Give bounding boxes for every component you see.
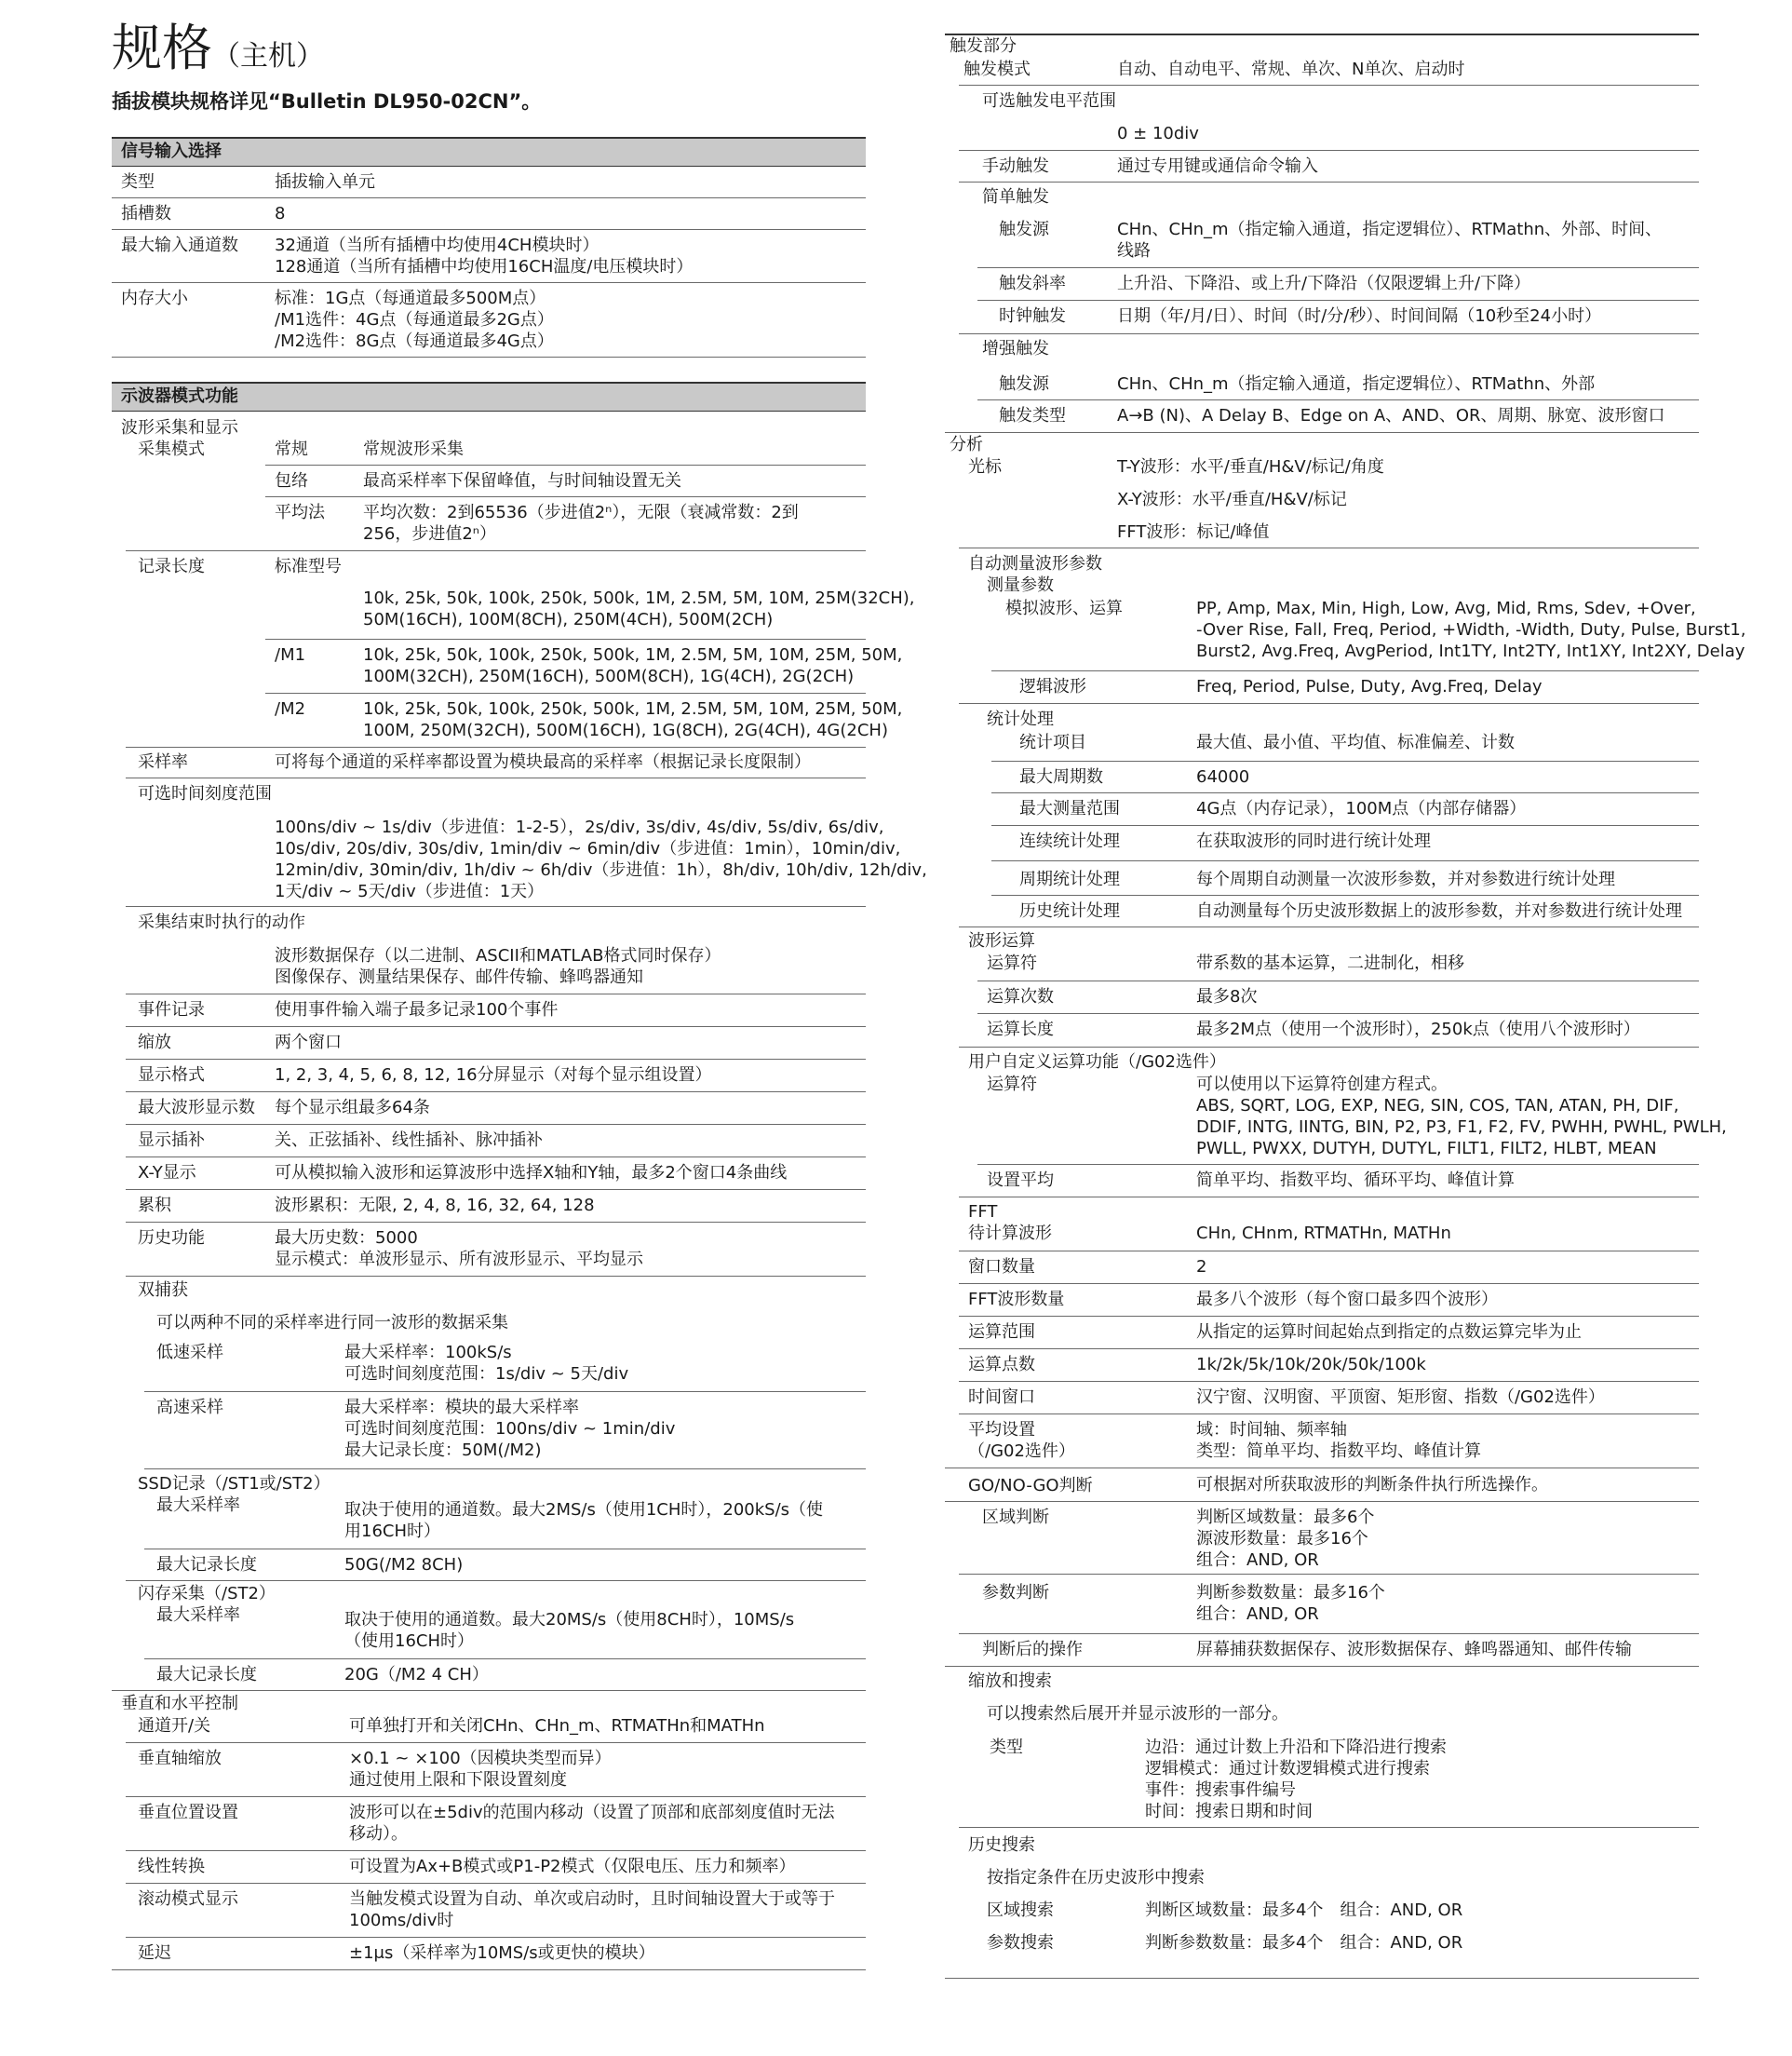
- vh-control-label: 垂直和水平控制: [121, 1694, 238, 1713]
- rule-right-top: [945, 34, 1699, 35]
- rule-trigger-end: [945, 432, 1699, 433]
- history-search-desc: 按指定条件在历史波形中搜索: [987, 1868, 1205, 1887]
- spec-row-simple-source: 触发源 CHn、CHn_m（指定输入通道，指定逻辑位）、RTMathn、外部、时间、 线路: [977, 214, 1699, 268]
- section-header-scope-mode: 示波器模式功能: [112, 382, 866, 412]
- spec-row-history: 历史功能 最大历史数：5000 显示模式：单波形显示、所有波形显示、平均显示: [126, 1223, 866, 1277]
- spec-row-linear: 线性转换 可设置为Ax+B模式或P1-P2模式（仅限电压、压力和频率）: [126, 1851, 866, 1884]
- ssd-label: SSD记录（/ST1或/ST2）: [138, 1474, 330, 1494]
- spec-row-stat-period: 周期统计处理 每个周期自动测量一次波形参数，并对参数进行统计处理: [991, 861, 1699, 896]
- trigger-section-label: 触发部分: [950, 36, 1017, 56]
- spec-row-analog-params: 模拟波形、运算 PP, Amp, Max, Min, High, Low, Avg, Mid, Rms, Sdev, +Over, -Over Rise, Fall, Freq, Period, +Width, -Width, Duty, Pulse, Burst1, Burst2, Avg.Freq, AvgPeriod, Int1TY, Int2TY, Int1XY, Int2XY, Delay: [991, 594, 1699, 671]
- spec-row-sample-rate: 采样率 可将每个通道的采样率都设置为模块最高的采样率（根据记录长度限制）: [126, 747, 866, 778]
- spec-row-rec-m2: /M2 10k, 25k, 50k, 100k, 250k, 500k, 1M, 2.5M, 5M, 10M, 25M, 50M, 100M, 250M(32CH), 500M(16CH), 1G(8CH), 2G(4CH), 4G(2CH): [275, 699, 903, 740]
- spec-row-user-average: 设置平均 简单平均、指数平均、循环平均、峰值计算: [987, 1170, 1515, 1190]
- acq-mode-label: 采集模式: [138, 440, 205, 459]
- user-calc-label: 用户自定义运算功能（/G02选件）: [968, 1052, 1226, 1072]
- spec-row-rec-std: 标准型号 10k, 25k, 50k, 100k, 250k, 500k, 1M, 2.5M, 5M, 10M, 25M(32CH), 50M(16CH), 100M(8CH), 250M(4CH), 500M(2CH): [265, 550, 866, 640]
- spec-row-acq-envelope: 包络 最高采样率下保留峰值，与时间轴设置无关: [265, 466, 866, 497]
- rule-wcalc-end: [959, 1047, 1699, 1048]
- cursor-fft: FFT波形：标记/峰值: [1117, 522, 1270, 542]
- cursor-xy: X-Y波形：水平/垂直/H&V/标记: [1117, 490, 1347, 509]
- rule-ssd-end: [126, 1580, 866, 1581]
- spec-row-enh-source: 触发源 CHn、CHn_m（指定输入通道，指定逻辑位）、RTMathn、外部: [977, 369, 1699, 400]
- spec-row-logic-params: 逻辑波形 Freq, Period, Pulse, Duty, Avg.Freq, Delay: [1019, 677, 1543, 697]
- spec-row-op-count: 运算次数 最多8次: [977, 981, 1699, 1014]
- spec-row-roll: 滚动模式显示 当触发模式设置为自动、单次或启动时，且时间轴设置大于或等于 100ms/div时: [126, 1884, 866, 1938]
- section-header-signal-input: 信号输入选择: [112, 137, 866, 167]
- spec-row-clock-trigger: 时钟触发 日期（年/月/日）、时间（时/分/秒）、时间间隔（10秒至24小时）: [999, 306, 1602, 326]
- spec-row-max-channels: 最大输入通道数 32通道（当所有插槽中均使用4CH模块时） 128通道（当所有插槽中均使用16CH温度/电压模块时）: [112, 230, 866, 283]
- cursor-label: 光标: [968, 457, 1002, 477]
- spec-row-stat-history: 历史统计处理 自动测量每个历史波形数据上的波形参数，并对参数进行统计处理: [1019, 901, 1682, 921]
- spec-row-user-operators: 运算符 可以使用以下运算符创建方程式。 ABS, SQRT, LOG, EXP, NEG, SIN, COS, TAN, ATAN, PH, DIF, DDIF, INTG, IINTG, BIN, P2, P3, F1, F2, FV, PWHH, PWHL, PWLH, PWLL, PWXX, DUTYH, DUTYL, FILT1, FILT2, HLBT, MEAN: [977, 1071, 1699, 1165]
- history-search-label: 历史搜索: [968, 1835, 1035, 1855]
- spec-row-fft-count: FFT波形数量 最多八个波形（每个窗口最多四个波形）: [959, 1284, 1699, 1317]
- spec-row-operators: 运算符 带系数的基本运算，二进制化，相移: [977, 949, 1699, 981]
- spec-row-acq-normal: 常规 常规波形采集: [265, 436, 866, 466]
- spec-row-time-div: 可选时间刻度范围 100ns/div ~ 1s/div（步进值：1-2-5），2s/div, 3s/div, 4s/div, 5s/div, 6s/div, 10s/div, 20s/div, 30s/div, 1min/div ~ 6min/div（步进值：1min），10min/div, 12min/div, 30min/div, 1h/div ~ 6h/div（步进值：1h），8h/div, 10h/div, 12h/div, 1天/div ~ 5天/div（步进值：1天）: [126, 778, 866, 907]
- spec-row-after-judge: 判断后的操作 屏幕捕获数据保存、波形数据保存、蜂鸣器通知、邮件传输: [945, 1634, 1699, 1667]
- spec-row-zone-judge: 区域判断 判断区域数量：最多6个 源波形数量：最多16个 组合：AND, OR: [959, 1502, 1699, 1575]
- zoom-search-label: 缩放和搜索: [968, 1671, 1052, 1691]
- spec-row-vpos: 垂直位置设置 波形可以在±5div的范围内移动（设置了顶部和底部刻度值时无法 移动）。: [126, 1797, 866, 1851]
- auto-measure-label: 自动测量波形参数: [968, 554, 1102, 574]
- spec-row-display-format: 显示格式 1, 2, 3, 4, 5, 6, 8, 12, 16分屏显示（对每个显示组设置）: [126, 1060, 866, 1092]
- spec-row-slots: 插槽数 8: [112, 198, 866, 230]
- spec-row-type: 类型 插拔输入单元: [112, 167, 866, 198]
- spec-row-vzoom: 垂直轴缩放 ×0.1 ~ ×100（因模块类型而异） 通过使用上限和下限设置刻度: [126, 1743, 866, 1797]
- rule-zs-end: [959, 1827, 1699, 1828]
- spec-row-delay: 延迟 ±1μs（采样率为10MS/s或更快的模块）: [138, 1943, 655, 1963]
- group-label-waveform: 波形采集和显示: [121, 418, 238, 438]
- spec-row-ssd-rate: 最大采样率 取决于使用的通道数。最大2MS/s（使用1CH时），200kS/s（使 用16CH时）: [144, 1490, 866, 1549]
- measure-params-label: 测量参数: [987, 575, 1054, 595]
- history-zone-value: 判断区域数量：最多4个 组合：AND, OR: [1145, 1900, 1463, 1920]
- spec-row-param-judge: 参数判断 判断参数数量：最多16个 组合：AND, OR: [959, 1575, 1699, 1634]
- spec-row-high-speed: 高速采样 最大采样率：模块的最大采样率 可选时间刻度范围：100ns/div ~ 1min/div 最大记录长度：50M(/M2): [144, 1392, 866, 1469]
- spec-row-stat-cycles: 最大周期数 64000: [991, 762, 1699, 793]
- history-param-label: 参数搜索: [987, 1933, 1054, 1953]
- spec-row-ch-onoff: 通道开/关 可单独打开和关闭CHn、CHn_m、RTMATHn和MATHn: [126, 1711, 866, 1743]
- enhanced-trigger-label: 增强触发: [982, 339, 1049, 358]
- wave-calc-label: 波形运算: [968, 931, 1035, 951]
- spec-row-memory: 内存大小 标准：1G点（每通道最多500M点） /M1选件：4G点（每通道最多2G点） /M2选件：8G点（每通道最多4G点）: [112, 283, 866, 358]
- spec-row-simple-slope: 触发斜率 上升沿、下降沿、或上升/下降沿（仅限逻辑上升/下降）: [977, 268, 1699, 301]
- flash-label: 闪存采集（/ST2）: [138, 1584, 276, 1603]
- spec-row-fft-average: 平均设置 （/G02选件） 域：时间轴、频率轴 类型：简单平均、指数平均、峰值计算: [945, 1414, 1699, 1468]
- spec-row-max-waves: 最大波形显示数 每个显示组最多64条: [126, 1092, 866, 1125]
- rule-measure-end: [959, 703, 1699, 704]
- fft-label: FFT: [968, 1202, 998, 1222]
- spec-row-trigger-mode: 触发模式 自动、自动电平、常规、单次、N单次、启动时: [959, 54, 1699, 86]
- dual-capture-desc: 可以两种不同的采样率进行同一波形的数据采集: [156, 1313, 508, 1332]
- zs-logic: 逻辑模式：通过计数逻辑模式进行搜索: [1145, 1759, 1430, 1779]
- spec-row-enh-type: 触发类型 A→B (N)、A Delay B、Edge on A、AND、OR、周期、脉宽、波形窗口: [999, 406, 1665, 426]
- zs-edge: 边沿：通过计数上升沿和下降沿进行搜索: [1145, 1738, 1447, 1757]
- zs-event: 事件：搜索事件编号: [1145, 1780, 1296, 1800]
- spec-row-go-nogo: GO/NO-GO判断 可根据对所获取波形的判断条件执行所选操作。: [945, 1468, 1699, 1502]
- spec-row-stat-items: 统计项目 最大值、最小值、平均值、标准偏差、计数: [991, 726, 1699, 762]
- spec-row-end-action: 采集结束时执行的动作 波形数据保存（以二进制、ASCII和MATLAB格式同时保存） 图像保存、测量结果保存、邮件传输、蜂鸣器通知: [126, 907, 866, 994]
- dual-capture-label: 双捕获: [138, 1280, 188, 1300]
- spec-row-low-speed: 低速采样 最大采样率：100kS/s 可选时间刻度范围：1s/div ~ 5天/div: [144, 1337, 866, 1392]
- spec-row-stat-range: 最大测量范围 4G点（内存记录），100M点（内部存储器）: [991, 793, 1699, 826]
- spec-row-fft-range: 运算范围 从指定的运算时间起始点到指定的点数运算完毕为止: [959, 1317, 1699, 1349]
- spec-row-acq-average: 平均法 平均次数：2到65536（步进值2ⁿ），无限（衰减常数：2到 256，步进值2ⁿ）: [275, 503, 799, 544]
- page-title: 规格（主机）: [112, 19, 324, 77]
- spec-row-interp: 显示插补 关、正弦插补、线性插补、脉冲插补: [126, 1125, 866, 1157]
- spec-row-fft-source: 待计算波形 CHn, CHnm, RTMATHn, MATHn: [959, 1220, 1699, 1251]
- cursor-ty: T-Y波形：水平/垂直/H&V/标记/角度: [1117, 457, 1384, 477]
- spec-row-fft-windows: 窗口数量 2: [959, 1251, 1699, 1284]
- spec-row-ssd-length: 最大记录长度 50G(/M2 8CH): [156, 1555, 464, 1575]
- zoom-search-desc: 可以搜索然后展开并显示波形的一部分。: [987, 1704, 1288, 1724]
- history-param-value: 判断参数数量：最多4个 组合：AND, OR: [1145, 1933, 1463, 1953]
- spec-row-fft-points: 运算点数 1k/2k/5k/10k/20k/50k/100k: [959, 1349, 1699, 1382]
- spec-row-event: 事件记录 使用事件输入端子最多记录100个事件: [126, 994, 866, 1027]
- spec-row-accum: 累积 波形累积：无限, 2, 4, 8, 16, 32, 64, 128: [126, 1190, 866, 1223]
- rule-left-end: [112, 1969, 866, 1970]
- spec-row-flash-length: 最大记录长度 20G（/M2 4 CH）: [156, 1665, 489, 1684]
- rule-simple-end: [959, 333, 1699, 334]
- zs-time: 时间：搜索日期和时间: [1145, 1802, 1313, 1821]
- simple-trigger-label: 简单触发: [982, 187, 1049, 207]
- spec-row-op-length: 运算长度 最多2M点（使用一个波形时），250k点（使用八个波形时）: [987, 1020, 1640, 1039]
- stat-label: 统计处理: [987, 710, 1054, 729]
- spec-row-stat-continuous: 连续统计处理 在获取波形的同时进行统计处理: [991, 826, 1699, 861]
- spec-row-flash-rate: 最大采样率 取决于使用的通道数。最大20MS/s（使用8CH时），10MS/s （使用16CH时）: [144, 1600, 866, 1659]
- spec-row-trigger-level: 可选触发电平范围 0 ± 10div: [959, 86, 1699, 151]
- record-length-label: 记录长度: [138, 557, 205, 576]
- spec-row-manual-trigger: 手动触发 通过专用键或通信命令输入: [959, 151, 1699, 183]
- spec-row-fft-time-window: 时间窗口 汉宁窗、汉明窗、平顶窗、矩形窗、指数（/G02选件）: [959, 1382, 1699, 1414]
- rule-right-end: [945, 1978, 1699, 1979]
- spec-row-rec-m1: /M1 10k, 25k, 50k, 100k, 250k, 500k, 1M, 2.5M, 5M, 10M, 25M, 50M, 100M(32CH), 250M(16CH), 500M(8CH), 1G(4CH), 2G(2CH): [265, 640, 866, 694]
- zoom-search-type-label: 类型: [990, 1738, 1023, 1757]
- spec-row-xy: X-Y显示 可从模拟输入波形和运算波形中选择X轴和Y轴，最多2个窗口4条曲线: [126, 1157, 866, 1190]
- spec-row-zoom: 缩放 两个窗口: [126, 1027, 866, 1060]
- analysis-section-label: 分析: [950, 435, 983, 454]
- history-zone-label: 区域搜索: [987, 1900, 1054, 1920]
- page-subtitle: 插拔模块规格详见“Bulletin DL950-02CN”。: [112, 90, 542, 113]
- rule-flash-end: [112, 1690, 866, 1691]
